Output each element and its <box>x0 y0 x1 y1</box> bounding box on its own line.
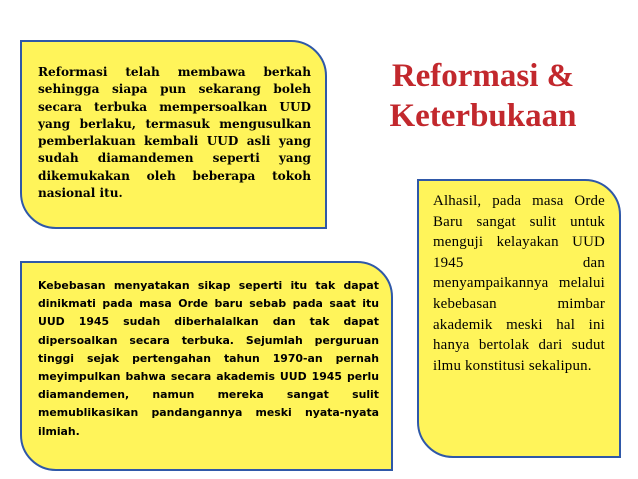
text-box-reformasi-body: Reformasi telah membawa berkah sehingga siapa pun sekarang boleh secara terbuka mempersoalkan UUD yang berlaku, termasuk mengusulkan pemberlakuan kembali UUD asli yang sudah diamandemen seperti yang dikemukakan oleh beberapa tokoh nasional itu. <box>38 65 311 201</box>
slide-title <box>338 56 628 136</box>
text-box-alhasil-body: Alhasil, pada masa Orde Baru sangat sulit untuk menguji kelayakan UUD 1945 dan menyampaikannya melalui kebebasan mimbar akademik meski hal ini hanya bertolak dari sudut ilmu konstitusi sekalipun. <box>433 193 605 374</box>
text-box-kebebasan-body: Kebebasan menyatakan sikap seperti itu tak dapat dinikmati pada masa Orde baru sebab pada saat itu UUD 1945 sudah diberhalalkan dan tak dapat dipersoalkan secara terbuka. Sejumlah perguruan tinggi sejak pertengahan tahun 1970-an pernah meyimpulkan bahwa secara akademis UUD 1945 perlu diamandemen, namun mereka sangat sulit memublikasikan pandangannya meski nyata-nyata ilmiah. <box>38 279 379 438</box>
slide-title-line-2: Keterbukaan <box>389 98 577 134</box>
text-box-reformasi <box>20 40 327 229</box>
text-box-alhasil <box>417 179 621 458</box>
text-box-kebebasan <box>20 261 393 471</box>
slide-title-line-1: Reformasi & <box>391 58 575 94</box>
